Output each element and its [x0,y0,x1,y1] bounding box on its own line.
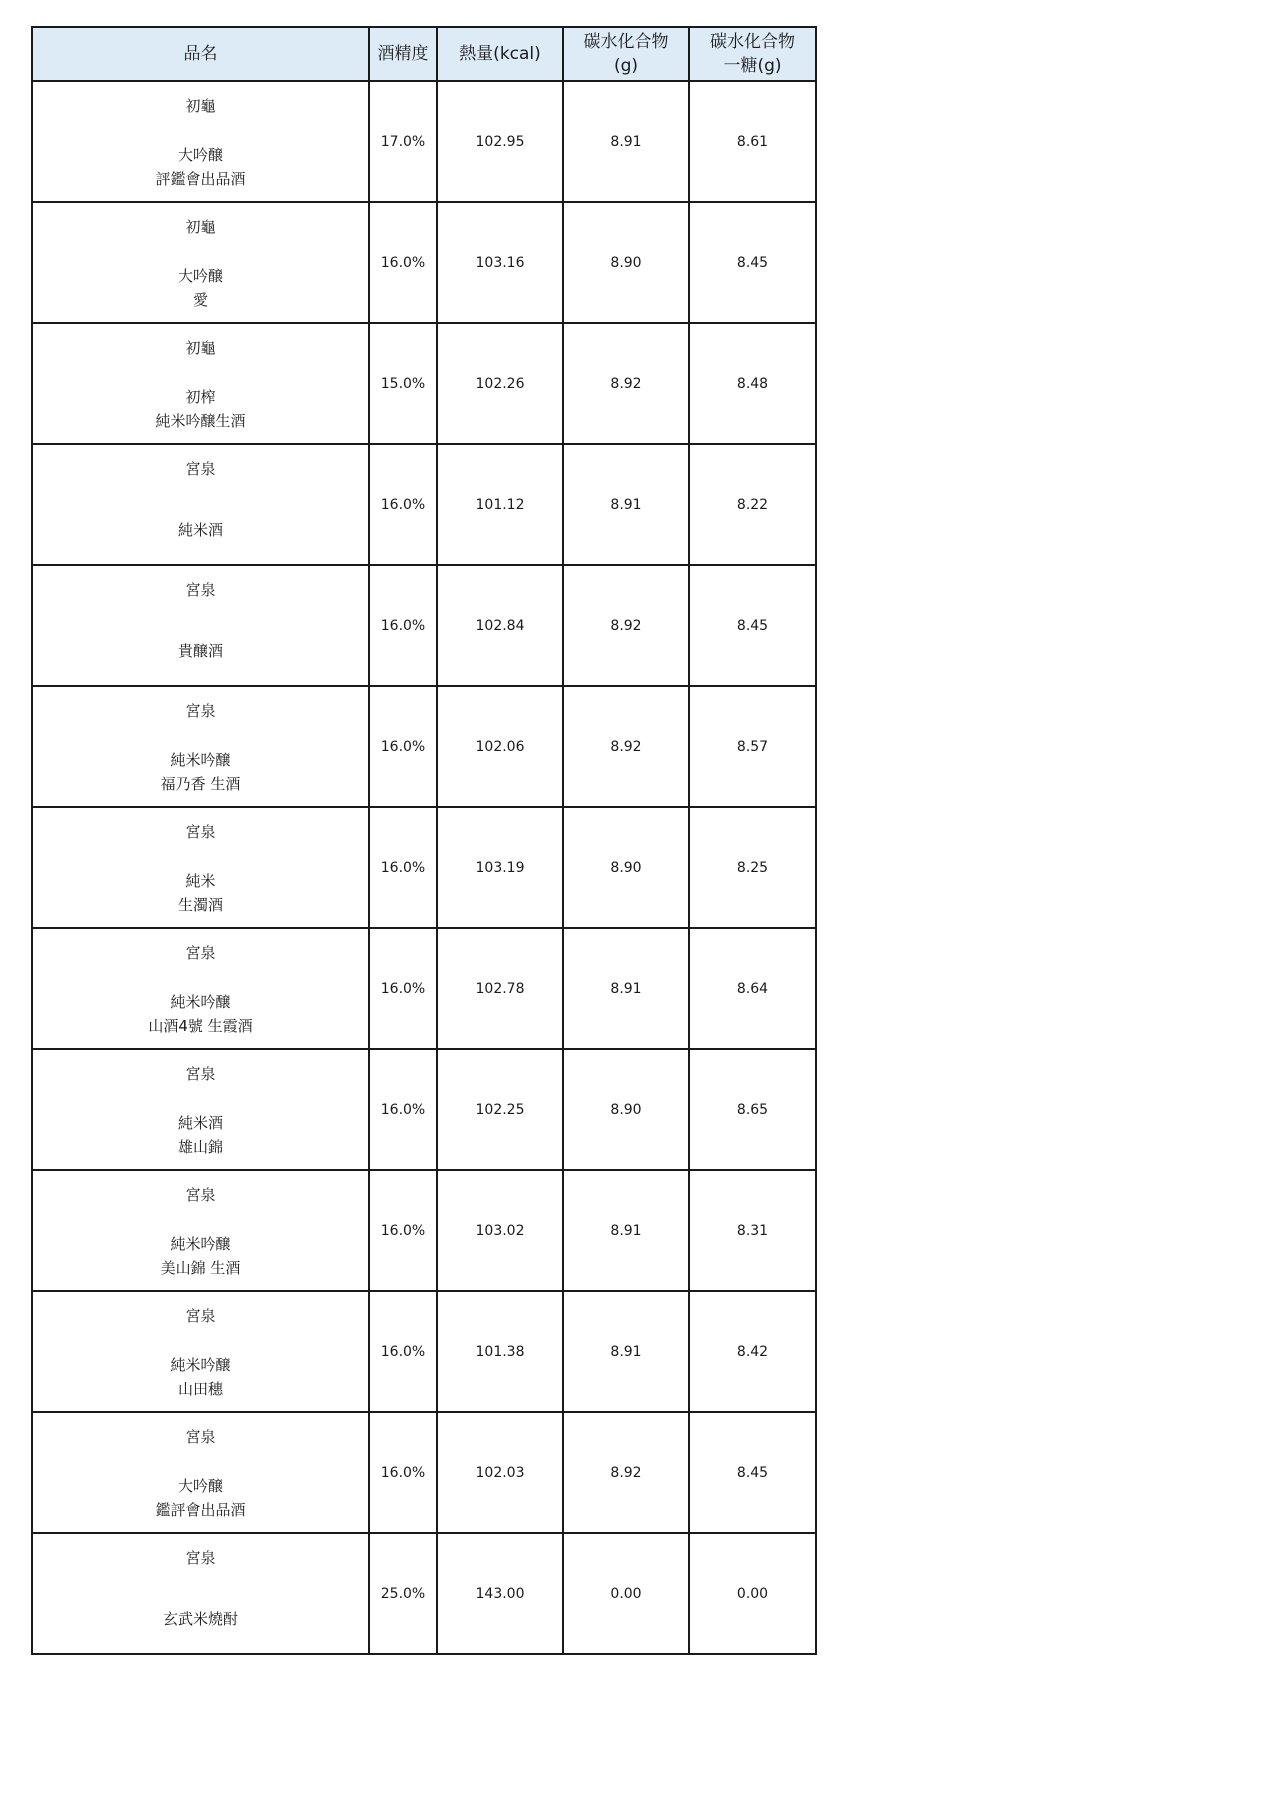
abv-cell: 16.0% [369,444,437,565]
header-name: 品名 [32,27,369,81]
abv-cell: 16.0% [369,1170,437,1291]
table-row [32,807,816,928]
product-label: 貴醸酒 [177,642,223,660]
sugar-cell: 8.42 [689,1291,816,1412]
product-label: 純米吟醸 福乃香 生酒 [160,751,241,793]
product-label: 玄武米燒酎 [162,1610,238,1628]
product-name-cell [32,1533,369,1654]
brand-name: 宮泉 [185,581,216,599]
carbs-cell: 8.92 [563,1412,689,1533]
table-row [32,323,816,444]
kcal-cell: 102.03 [437,1412,563,1533]
product-name [33,1171,368,1290]
product-name [33,203,368,322]
sugar-cell: 8.45 [689,202,816,323]
carbs-cell: 8.91 [563,1170,689,1291]
carbs-cell: 8.91 [563,1291,689,1412]
brand-name: 宮泉 [185,1186,216,1204]
header-abv: 酒精度 [369,27,437,81]
nutrition-table [31,26,817,1655]
brand-name: 宮泉 [185,1549,216,1567]
sugar-cell: 8.57 [689,686,816,807]
product-name-cell [32,565,369,686]
kcal-cell: 102.06 [437,686,563,807]
table-row [32,686,816,807]
sugar-cell: 8.45 [689,1412,816,1533]
brand-name: 宮泉 [185,823,216,841]
brand-name: 宮泉 [185,944,216,962]
product-name-cell [32,202,369,323]
kcal-cell: 143.00 [437,1533,563,1654]
sugar-cell: 8.31 [689,1170,816,1291]
sugar-cell: 8.25 [689,807,816,928]
product-name-cell [32,1412,369,1533]
abv-cell: 16.0% [369,1412,437,1533]
table-body [32,81,816,1654]
product-name-cell [32,1170,369,1291]
table-row [32,1412,816,1533]
product-name [33,445,368,564]
sugar-cell: 8.61 [689,81,816,202]
product-name-cell [32,1049,369,1170]
abv-cell: 25.0% [369,1533,437,1654]
product-label: 純米酒 雄山錦 [177,1114,223,1156]
table-row [32,1291,816,1412]
table-header [32,27,816,81]
product-name [33,324,368,443]
product-name [33,1292,368,1411]
product-label: 純米吟醸 山田穗 [170,1356,231,1398]
product-name [33,1413,368,1532]
carbs-cell: 0.00 [563,1533,689,1654]
header-kcal: 熱量(kcal) [437,27,563,81]
abv-cell: 16.0% [369,202,437,323]
product-label: 純米 生濁酒 [177,872,223,914]
brand-name: 初龜 [185,218,216,236]
brand-name: 宮泉 [185,1428,216,1446]
product-name-cell [32,323,369,444]
header-sugar: 碳水化合物 ⼀糖(g) [689,27,816,81]
brand-name: 初龜 [185,97,216,115]
brand-name: 初龜 [185,339,216,357]
kcal-cell: 102.25 [437,1049,563,1170]
abv-cell: 16.0% [369,1291,437,1412]
table-row [32,1049,816,1170]
sugar-cell: 0.00 [689,1533,816,1654]
table-row [32,1170,816,1291]
table-row [32,565,816,686]
brand-name: 宮泉 [185,460,216,478]
product-name-cell [32,686,369,807]
product-name [33,82,368,201]
header-carbs: 碳水化合物 (g) [563,27,689,81]
kcal-cell: 101.38 [437,1291,563,1412]
kcal-cell: 101.12 [437,444,563,565]
sugar-cell: 8.64 [689,928,816,1049]
product-label: 大吟醸 鑑評會出品酒 [155,1477,246,1519]
carbs-cell: 8.91 [563,928,689,1049]
abv-cell: 16.0% [369,565,437,686]
table-row [32,81,816,202]
sugar-cell: 8.48 [689,323,816,444]
abv-cell: 16.0% [369,928,437,1049]
table-row [32,1533,816,1654]
kcal-cell: 102.26 [437,323,563,444]
kcal-cell: 103.19 [437,807,563,928]
product-label: 大吟醸 評鑑會出品酒 [155,146,246,188]
product-label: 大吟醸 愛 [177,267,223,309]
kcal-cell: 103.02 [437,1170,563,1291]
carbs-cell: 8.92 [563,323,689,444]
brand-name: 宮泉 [185,702,216,720]
kcal-cell: 102.84 [437,565,563,686]
product-name-cell [32,444,369,565]
kcal-cell: 102.95 [437,81,563,202]
table-row [32,444,816,565]
product-label: 純米酒 [177,521,223,539]
carbs-cell: 8.91 [563,81,689,202]
product-name-cell [32,1291,369,1412]
product-name [33,566,368,685]
carbs-cell: 8.92 [563,686,689,807]
product-name-cell [32,928,369,1049]
product-name [33,808,368,927]
abv-cell: 16.0% [369,807,437,928]
product-name-cell [32,81,369,202]
header-row [32,27,816,81]
product-name [33,1534,368,1653]
product-label: 純米吟醸 山酒4號 生霞酒 [148,993,253,1035]
product-name [33,1050,368,1169]
product-name [33,687,368,806]
abv-cell: 15.0% [369,323,437,444]
kcal-cell: 102.78 [437,928,563,1049]
sugar-cell: 8.22 [689,444,816,565]
abv-cell: 16.0% [369,686,437,807]
product-label: 初榨 純米吟醸生酒 [155,388,246,430]
kcal-cell: 103.16 [437,202,563,323]
product-name [33,929,368,1048]
carbs-cell: 8.90 [563,1049,689,1170]
table-row [32,202,816,323]
abv-cell: 17.0% [369,81,437,202]
brand-name: 宮泉 [185,1307,216,1325]
sugar-cell: 8.65 [689,1049,816,1170]
sugar-cell: 8.45 [689,565,816,686]
carbs-cell: 8.90 [563,807,689,928]
product-label: 純米吟醸 美山錦 生酒 [160,1235,241,1277]
table-row [32,928,816,1049]
carbs-cell: 8.90 [563,202,689,323]
product-name-cell [32,807,369,928]
abv-cell: 16.0% [369,1049,437,1170]
brand-name: 宮泉 [185,1065,216,1083]
carbs-cell: 8.91 [563,444,689,565]
carbs-cell: 8.92 [563,565,689,686]
